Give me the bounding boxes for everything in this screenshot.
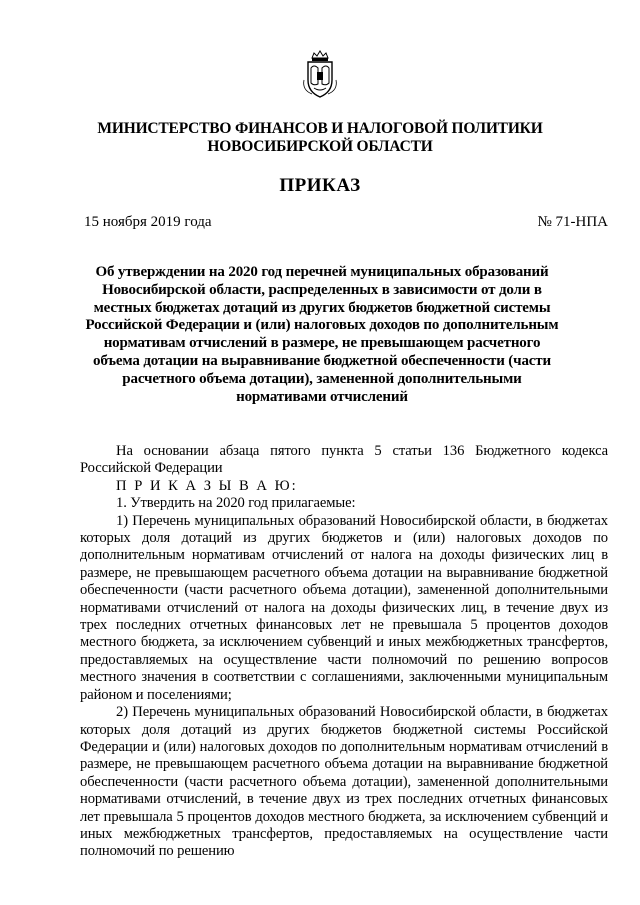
coat-of-arms-icon — [300, 50, 340, 100]
order-title: ПРИКАЗ — [279, 175, 361, 196]
item-1-2: 2) Перечень муниципальных образований Новосибирской области, в бюджетах которых доля дотаций из других бюджетов бюджетной системы Российской Федерации и (или) налоговых доходов по дополнительным нормативам отчислений в размере, не превышающем расчетного объема дотации на выравнивание бюджетной обеспеченности (части расчетного объема дотации), замененной дополнительными нормативами отчислений, в течение двух из трех последних отчетных финансовых лет превышала 5 процентов доходов местного бюджета, за исключением субвенций и иных межбюджетных трансфертов, предоставляемых на осуществление части полномочий по решению — [80, 704, 608, 860]
order-body — [80, 443, 608, 861]
order-date: 15 ноября 2019 года — [84, 214, 212, 230]
imperative-line: П Р И К А З Ы В А Ю: — [116, 477, 298, 494]
order-subject: Об утверждении на 2020 год перечней муниципальных образований Новосибирской области, распределенных в зависимости от доли в местных бюджетах дотаций из других бюджетов бюджетной системы Российской Федерации и (или) налоговых доходов по дополнительным нормативам отчислений в размере, не превышающем расчетного объема дотации на выравнивание бюджетной обеспеченности (части расчетного объема дотации), замененной дополнительными нормативами отчислений — [85, 264, 559, 405]
legal-basis: На основании абзаца пятого пункта 5 статьи 136 Бюджетного кодекса Российской Федерации — [80, 443, 608, 477]
item-1-1: 1) Перечень муниципальных образований Новосибирской области, в бюджетах которых доля дотаций из других бюджетов и (или) налоговых доходов по дополнительным нормативам отчислений от налога на доходы физических лиц в размере, не превышающем расчетного объема дотации на выравнивание бюджетной обеспеченности (части расчетного объема дотации), замененной дополнительными нормативами отчислений от налога на доходы физических лиц, в течение двух из трех последних отчетных финансовых лет не превышала 5 процентов доходов местного бюджета, за исключением субвенций и иных межбюджетных трансфертов, предоставляемых на осуществление части полномочий по решению вопросов местного значения в соответствии с соглашениями, заключенными муниципальным районом и поселениями; — [80, 512, 608, 703]
ministry-name: МИНИСТЕРСТВО ФИНАНСОВ И НАЛОГОВОЙ ПОЛИТИКИ НОВОСИБИРСКОЙ ОБЛАСТИ — [97, 120, 543, 155]
item-1: 1. Утвердить на 2020 год прилагаемые: — [116, 495, 356, 512]
order-number: № 71-НПА — [537, 214, 608, 230]
